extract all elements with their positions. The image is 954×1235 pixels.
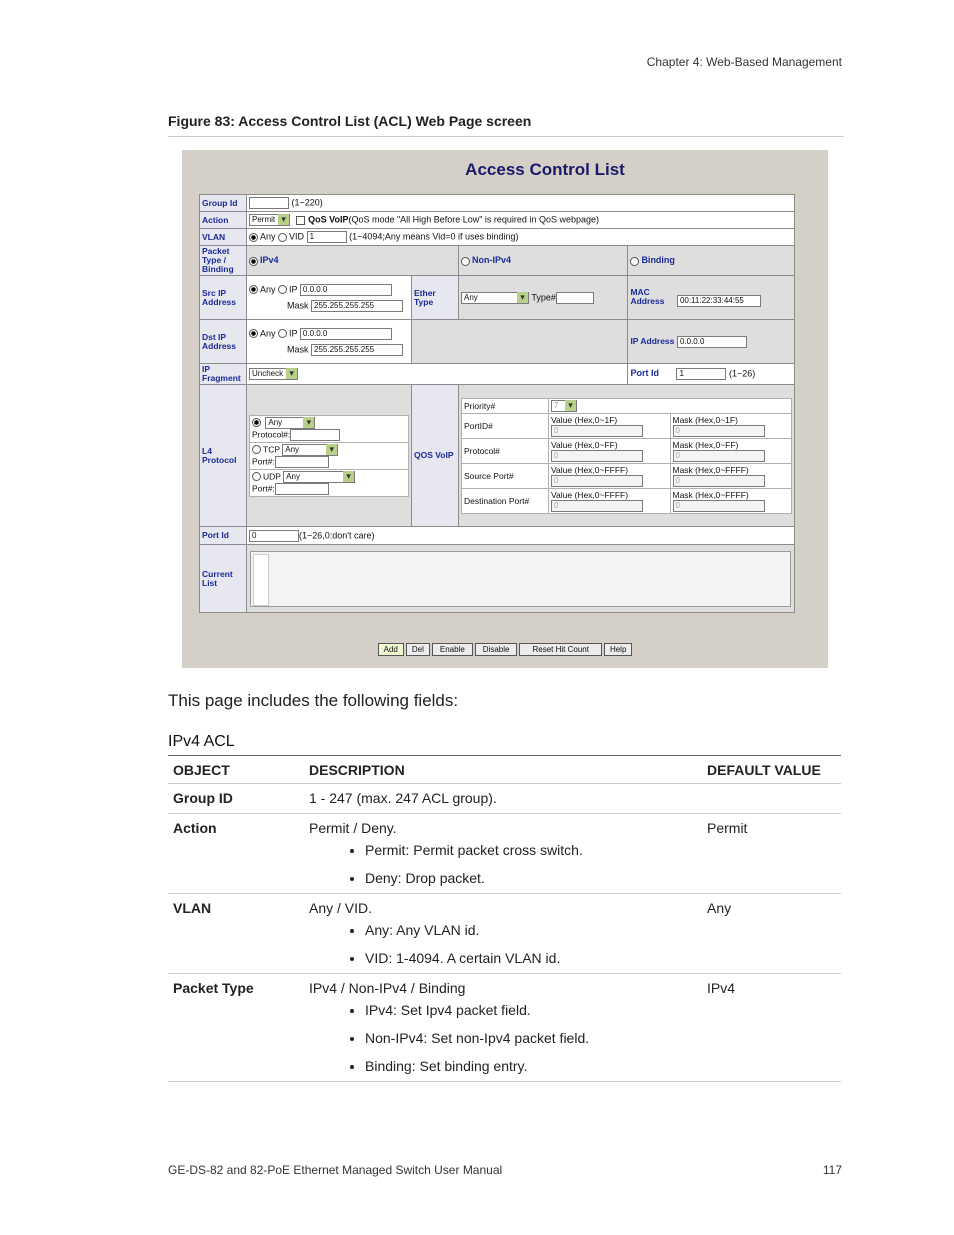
description-cell	[304, 894, 702, 974]
protocol-input[interactable]	[290, 429, 340, 441]
dst-ip-label: Dst IP Address	[200, 320, 247, 364]
bullet-list	[309, 1001, 697, 1075]
qos-row-name: Source Port#	[462, 463, 549, 488]
object-cell: VLAN	[168, 894, 304, 974]
vlan-hint: (1~4094;Any means Vid=0 if uses binding)	[349, 231, 519, 242]
bullet-list	[309, 841, 697, 887]
action-select[interactable]: Permit ▾	[249, 214, 290, 226]
acl-screenshot	[182, 150, 828, 668]
src-ip-any-radio[interactable]	[249, 285, 258, 294]
src-ip-label: Src IP Address	[200, 276, 247, 320]
list-item: • Permit: Permit packet cross switch.	[365, 841, 697, 859]
bullet-list	[309, 921, 697, 967]
list-item: • VID: 1-4094. A certain VLAN id.	[365, 949, 697, 967]
qos-value-label: Value (Hex,0~FFFF)	[551, 489, 629, 500]
figure-caption: Figure 83: Access Control List (ACL) Web Page screen	[168, 113, 532, 129]
description-cell	[304, 784, 702, 814]
src-mask-input[interactable]: 255.255.255.255	[311, 300, 403, 312]
qos-mask-label: Mask (Hex,0~FF)	[672, 439, 739, 450]
header-default: DEFAULT VALUE	[702, 756, 841, 784]
default-cell	[702, 784, 841, 814]
qos-voip-label: QoS VoIP	[308, 214, 349, 225]
group-id-label: Group Id	[200, 195, 247, 212]
group-id-hint: (1~220)	[291, 197, 323, 208]
protocol-value-input[interactable]: 0	[551, 450, 643, 462]
dst-ip-ip-radio[interactable]	[278, 329, 287, 338]
tcp-port-label: Port#:	[252, 455, 275, 466]
description-text: Permit / Deny.	[309, 820, 397, 836]
dst-ip-input[interactable]: 0.0.0.0	[300, 328, 392, 340]
udp-port-label: Port#:	[252, 482, 275, 493]
source-port-value-input[interactable]: 0	[551, 475, 643, 487]
vlan-vid-radio[interactable]	[278, 233, 287, 242]
default-cell: Permit	[702, 814, 841, 894]
mac-label: MAC Address	[630, 286, 665, 306]
dest-port-mask-input[interactable]: 0	[673, 500, 765, 512]
ip-address-label: IP Address	[630, 335, 675, 346]
l4-udp-label: UDP	[263, 470, 281, 481]
packet-type-nonipv4-radio[interactable]	[461, 257, 470, 266]
table-row	[168, 974, 841, 1082]
packet-type-binding-label: Binding	[641, 255, 675, 266]
list-item: • Any: Any VLAN id.	[365, 921, 697, 939]
delete-button[interactable]: Del	[406, 643, 430, 656]
packet-type-ipv4-radio[interactable]	[249, 257, 258, 266]
ip-fragment-label: IP Fragment	[200, 364, 247, 385]
qos-voip-checkbox[interactable]	[296, 216, 305, 225]
fields-table	[168, 755, 841, 1082]
src-ip-ip-label: IP	[289, 283, 298, 294]
ether-type-select[interactable]: Any ▾	[461, 292, 529, 304]
object-cell: Group ID	[168, 784, 304, 814]
qos-mask-label: Mask (Hex,0~FFFF)	[672, 489, 749, 500]
add-button[interactable]: Add	[378, 643, 404, 656]
port-id-2-input[interactable]: 0	[249, 530, 299, 542]
description-text: Any / VID.	[309, 900, 373, 916]
reset-hit-count-button[interactable]: Reset Hit Count	[519, 643, 601, 656]
portid-mask-input[interactable]: 0	[673, 425, 765, 437]
l4-udp-radio[interactable]	[252, 472, 261, 481]
acl-button-bar	[182, 639, 828, 657]
src-mask-label: Mask	[287, 299, 309, 310]
acl-form	[199, 194, 795, 613]
group-id-input[interactable]	[249, 197, 289, 209]
header-description: DESCRIPTION	[304, 756, 702, 784]
action-label: Action	[200, 212, 247, 229]
qos-voip-hint: (QoS mode "All High Before Low" is required in QoS webpage)	[348, 214, 599, 225]
port-id-label: Port Id	[630, 368, 659, 379]
packet-type-nonipv4-label: Non-IPv4	[472, 255, 512, 266]
object-cell: Packet Type	[168, 974, 304, 1082]
enable-button[interactable]: Enable	[432, 643, 473, 656]
list-item: • Non-IPv4: Set non-Ipv4 packet field.	[365, 1029, 697, 1047]
udp-port-input[interactable]	[275, 483, 329, 495]
tcp-select[interactable]: Any ▾	[282, 444, 338, 456]
disable-button[interactable]: Disable	[475, 643, 518, 656]
description-cell	[304, 814, 702, 894]
qos-voip-section-label: QOS VoIP	[412, 385, 459, 527]
page-number: 117	[822, 1163, 842, 1177]
ether-type-label: Ether Type	[412, 276, 459, 320]
dst-ip-ip-label: IP	[289, 327, 298, 338]
table-row	[168, 894, 841, 974]
qos-mask-label: Mask (Hex,0~1F)	[672, 414, 738, 425]
vlan-any-radio[interactable]	[249, 233, 258, 242]
protocol-mask-input[interactable]: 0	[673, 450, 765, 462]
ether-type-input[interactable]	[556, 292, 594, 304]
vlan-label: VLAN	[200, 229, 247, 246]
caption-divider	[168, 136, 844, 137]
l4-tcp-label: TCP	[263, 443, 280, 454]
qos-mask-label: Mask (Hex,0~FFFF)	[672, 464, 749, 475]
vlan-any-label: Any	[260, 231, 276, 242]
acl-title: Access Control List	[465, 160, 625, 179]
description-text: IPv4 / Non-IPv4 / Binding	[309, 980, 466, 996]
qos-row-name: PortID#	[462, 413, 549, 438]
l4-any-select[interactable]: Any ▾	[265, 417, 315, 429]
footer-manual-title: GE-DS-82 and 82-PoE Ethernet Managed Switch User Manual	[168, 1163, 503, 1177]
qos-row-name: Destination Port#	[462, 488, 549, 513]
list-item: • IPv4: Set Ipv4 packet field.	[365, 1001, 697, 1019]
dst-ip-any-label: Any	[260, 327, 276, 338]
header-object: OBJECT	[168, 756, 304, 784]
portid-value-input[interactable]: 0	[551, 425, 643, 437]
l4-any-radio[interactable]	[252, 418, 261, 427]
qos-voip-fields	[461, 398, 792, 514]
list-item: • Deny: Drop packet.	[365, 869, 697, 887]
port-id-2-hint: (1~26,0:don't care)	[299, 529, 375, 540]
help-button[interactable]: Help	[604, 643, 632, 656]
default-cell: IPv4	[702, 974, 841, 1082]
dst-mask-label: Mask	[287, 343, 309, 354]
section-title: IPv4 ACL	[168, 733, 235, 750]
packet-type-label: Packet Type / Binding	[200, 246, 247, 276]
src-ip-ip-radio[interactable]	[278, 285, 287, 294]
mac-input[interactable]: 00:11:22:33:44:55	[677, 295, 761, 307]
vlan-input[interactable]: 1	[307, 231, 347, 243]
src-ip-any-label: Any	[260, 283, 276, 294]
current-list-box[interactable]	[250, 551, 791, 607]
port-id-2-label: Port Id	[200, 527, 247, 545]
l4-protocol-label: L4 Protocol	[200, 385, 247, 527]
default-cell: Any	[702, 894, 841, 974]
dst-mask-input[interactable]: 255.255.255.255	[311, 344, 403, 356]
object-cell: Action	[168, 814, 304, 894]
l4-tcp-radio[interactable]	[252, 445, 261, 454]
src-ip-input[interactable]: 0.0.0.0	[300, 284, 392, 296]
priority-label: Priority#	[462, 398, 549, 413]
ip-address-input[interactable]: 0.0.0.0	[677, 336, 747, 348]
list-item: • Binding: Set binding entry.	[365, 1057, 697, 1075]
qos-value-label: Value (Hex,0~FFFF)	[551, 464, 629, 475]
table-row	[168, 814, 841, 894]
port-id-hint: (1~26)	[728, 368, 756, 379]
port-id-input[interactable]: 1	[676, 368, 726, 380]
current-list-label: Current List	[200, 545, 247, 613]
table-row	[168, 784, 841, 814]
packet-type-binding-radio[interactable]	[630, 257, 639, 266]
ip-fragment-select[interactable]: Uncheck ▾	[249, 368, 298, 380]
priority-select[interactable]: 7 ▾	[551, 400, 577, 412]
description-text: 1 - 247 (max. 247 ACL group).	[309, 790, 497, 806]
udp-select[interactable]: Any ▾	[283, 471, 355, 483]
description-cell	[304, 974, 702, 1082]
source-port-mask-input[interactable]: 0	[673, 475, 765, 487]
intro-text: This page includes the following fields:	[168, 691, 459, 710]
ether-type-hash-label: Type#	[531, 291, 556, 302]
qos-value-label: Value (Hex,0~1F)	[551, 414, 618, 425]
chapter-header: Chapter 4: Web-Based Management	[646, 55, 842, 69]
dst-ip-any-radio[interactable]	[249, 329, 258, 338]
l4-options	[249, 415, 409, 497]
qos-value-label: Value (Hex,0~FF)	[551, 439, 618, 450]
protocol-hash-label: Protocol#:	[252, 428, 291, 439]
tcp-port-input[interactable]	[275, 456, 329, 468]
vlan-vid-label: VID	[289, 231, 305, 242]
packet-type-ipv4-label: IPv4	[260, 255, 279, 266]
dest-port-value-input[interactable]: 0	[551, 500, 643, 512]
qos-row-name: Protocol#	[462, 438, 549, 463]
